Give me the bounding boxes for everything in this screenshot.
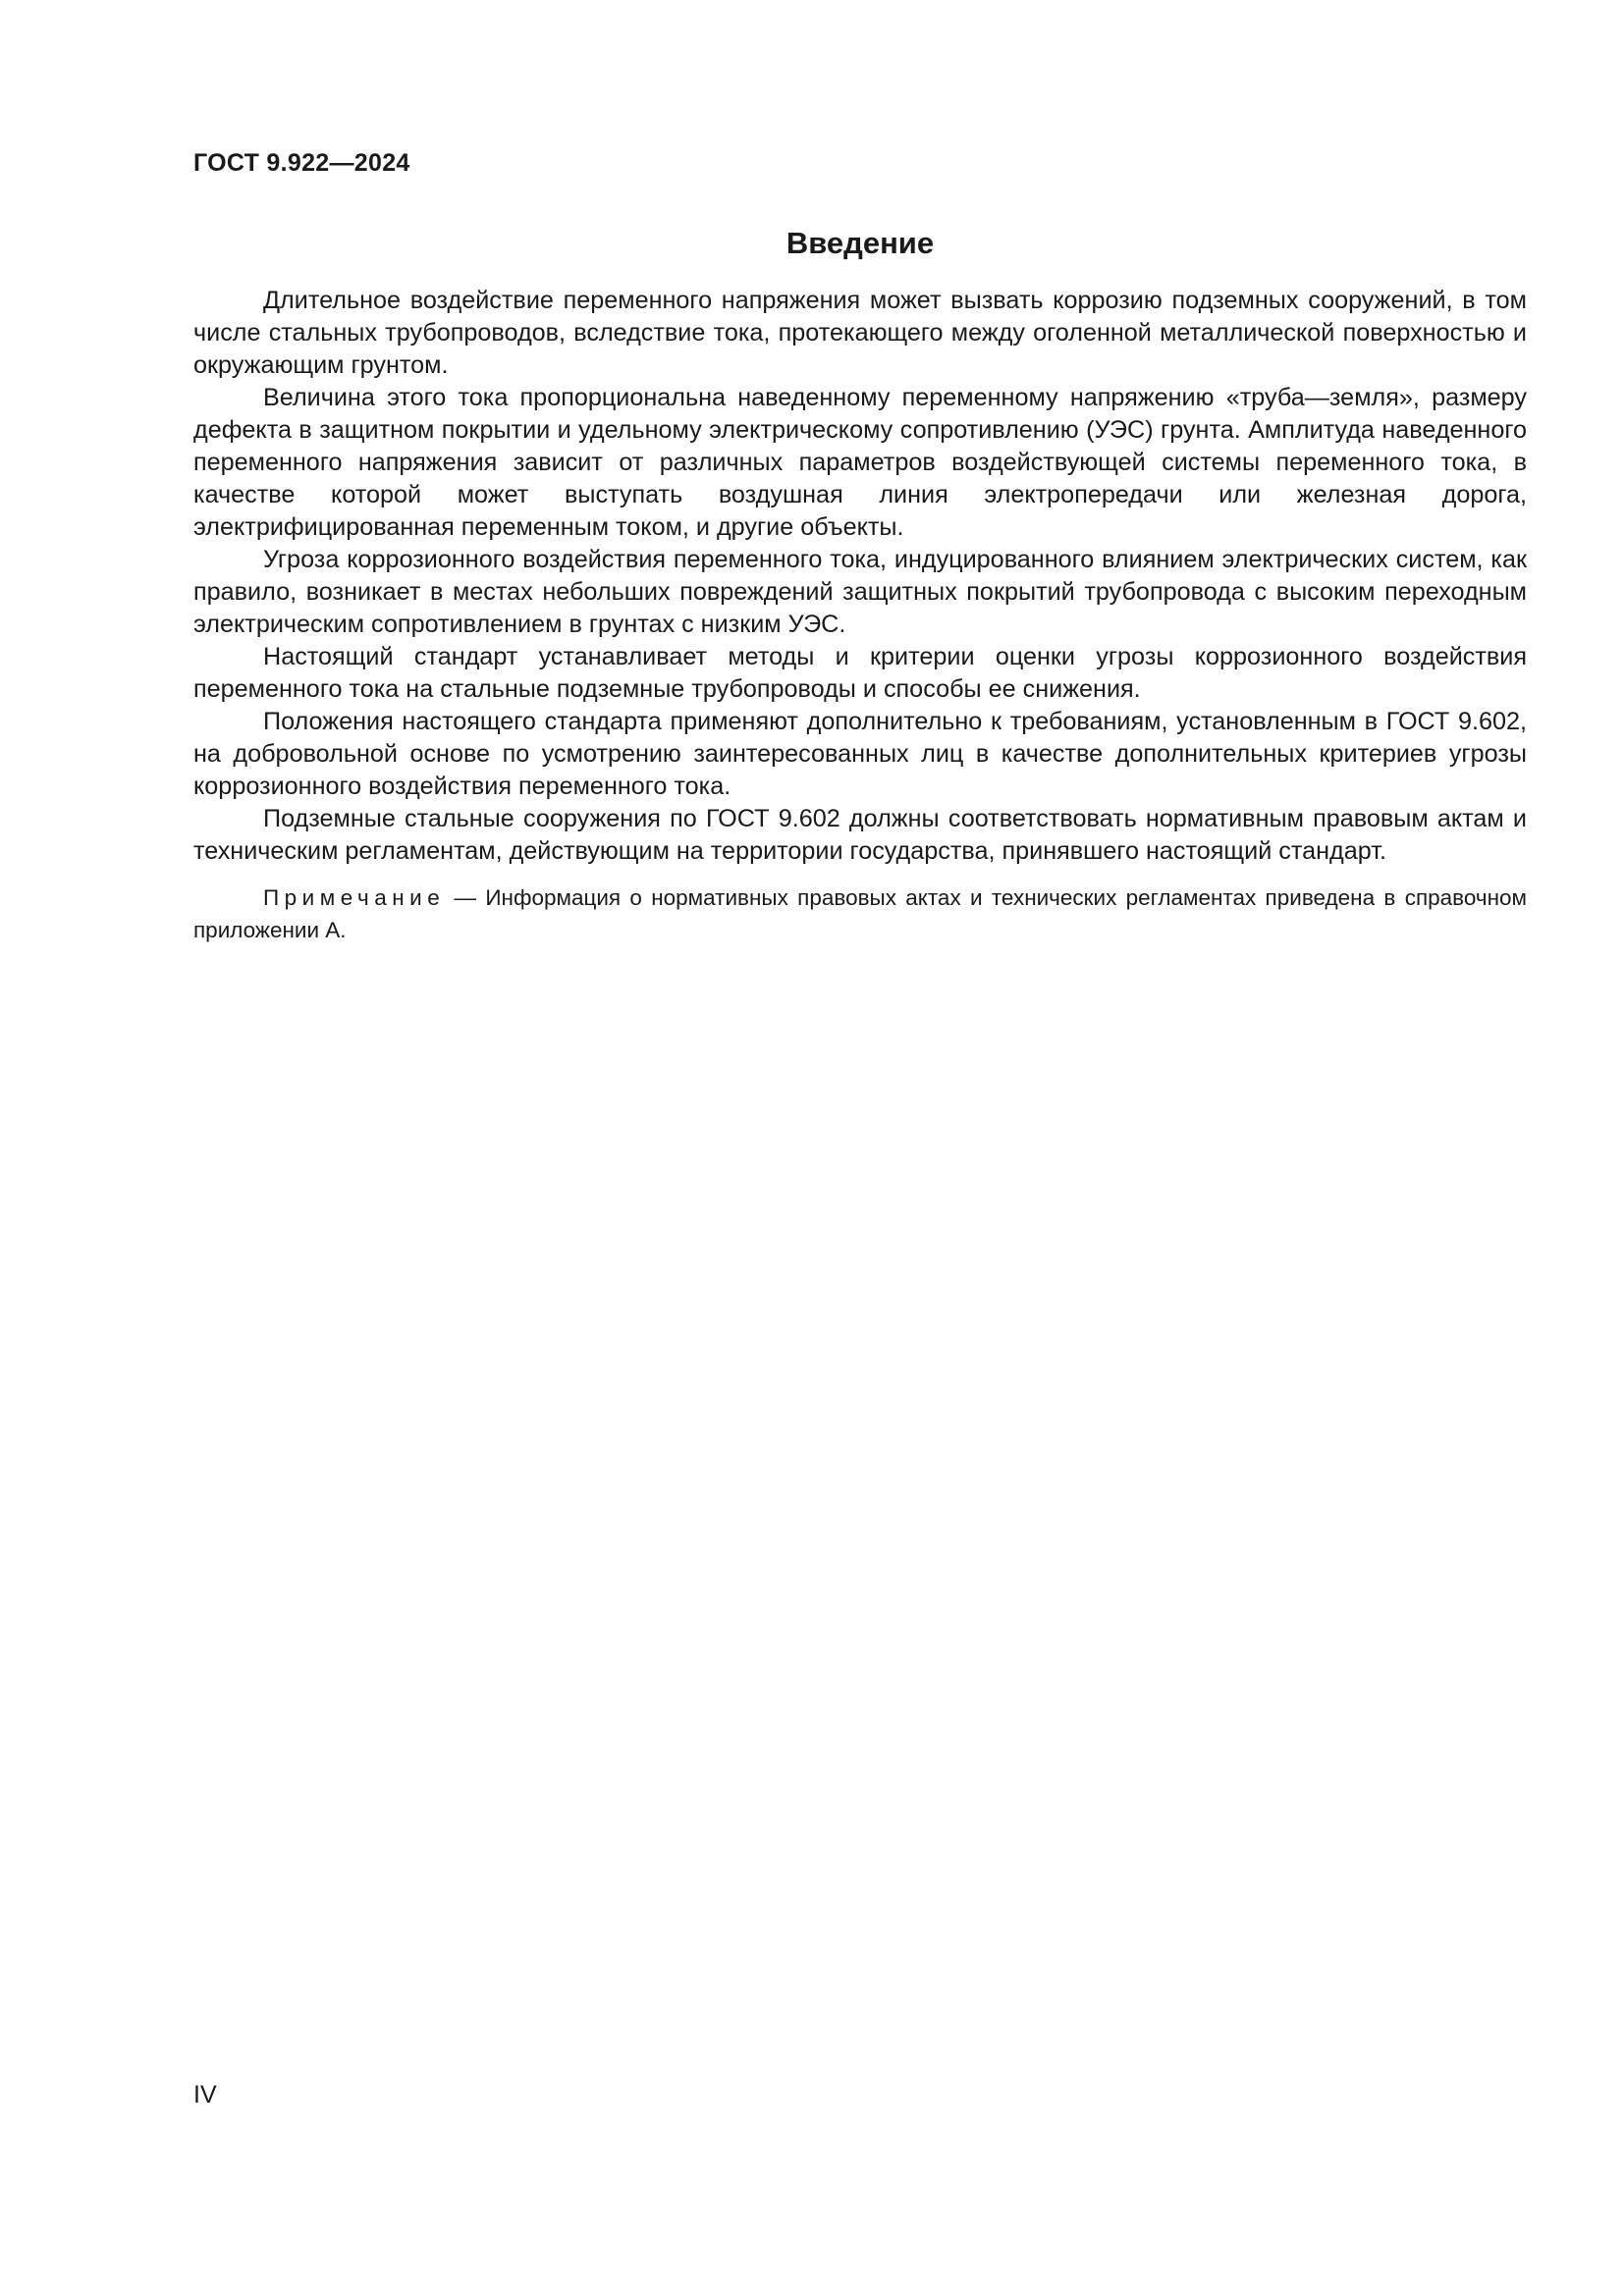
paragraph: Подземные стальные сооружения по ГОСТ 9.602 должны соответствовать нормативным правовым актам и техническим регламентам, действующим на территории государства, принявшего настоящий стандарт.	[193, 805, 1527, 865]
paragraph: Положения настоящего стандарта применяют дополнительно к требованиям, установленным в ГОСТ 9.602, на добровольной основе по усмотрению заинтересованных лиц в качестве дополнительных критериев угрозы коррозионного воздействия переменного тока.	[193, 708, 1527, 800]
paragraph: Угроза коррозионного воздействия переменного тока, индуцированного влиянием электрических систем, как правило, возникает в местах небольших повреждений защитных покрытий трубопровода с высоким переходным электрическим сопротивлением в грунтах с низким УЭС.	[193, 546, 1527, 638]
paragraph: Настоящий стандарт устанавливает методы и критерии оценки угрозы коррозионного воздействия переменного тока на стальные подземные трубопроводы и способы ее снижения.	[193, 643, 1527, 703]
page-number: IV	[193, 2081, 217, 2109]
paragraph: Длительное воздействие переменного напряжения может вызвать коррозию подземных сооружений, в том числе стальных трубопроводов, вследствие тока, протекающего между оголенной металлической поверхностью и окружающим грунтом.	[193, 287, 1527, 379]
note-text: — Информация о нормативных правовых актах и технических регламентах приведена в справочном приложении А.	[193, 885, 1527, 942]
note	[193, 881, 1527, 946]
paragraph: Величина этого тока пропорциональна наведенному переменному напряжению «труба—земля», размеру дефекта в защитном покрытии и удельному электрическому сопротивлению (УЭС) грунта. Амплитуда наведенного переменного напряжения зависит от различных параметров воздействующей системы переменного тока, в качестве которой может выступать воздушная линия электропередачи или железная дорога, электрифицированная переменным током, и другие объекты.	[193, 384, 1527, 541]
section-title: Введение	[785, 226, 935, 260]
note-label: Примечание	[263, 885, 446, 910]
document-code-header: ГОСТ 9.922—2024	[193, 149, 410, 177]
introduction-body	[193, 285, 1527, 946]
